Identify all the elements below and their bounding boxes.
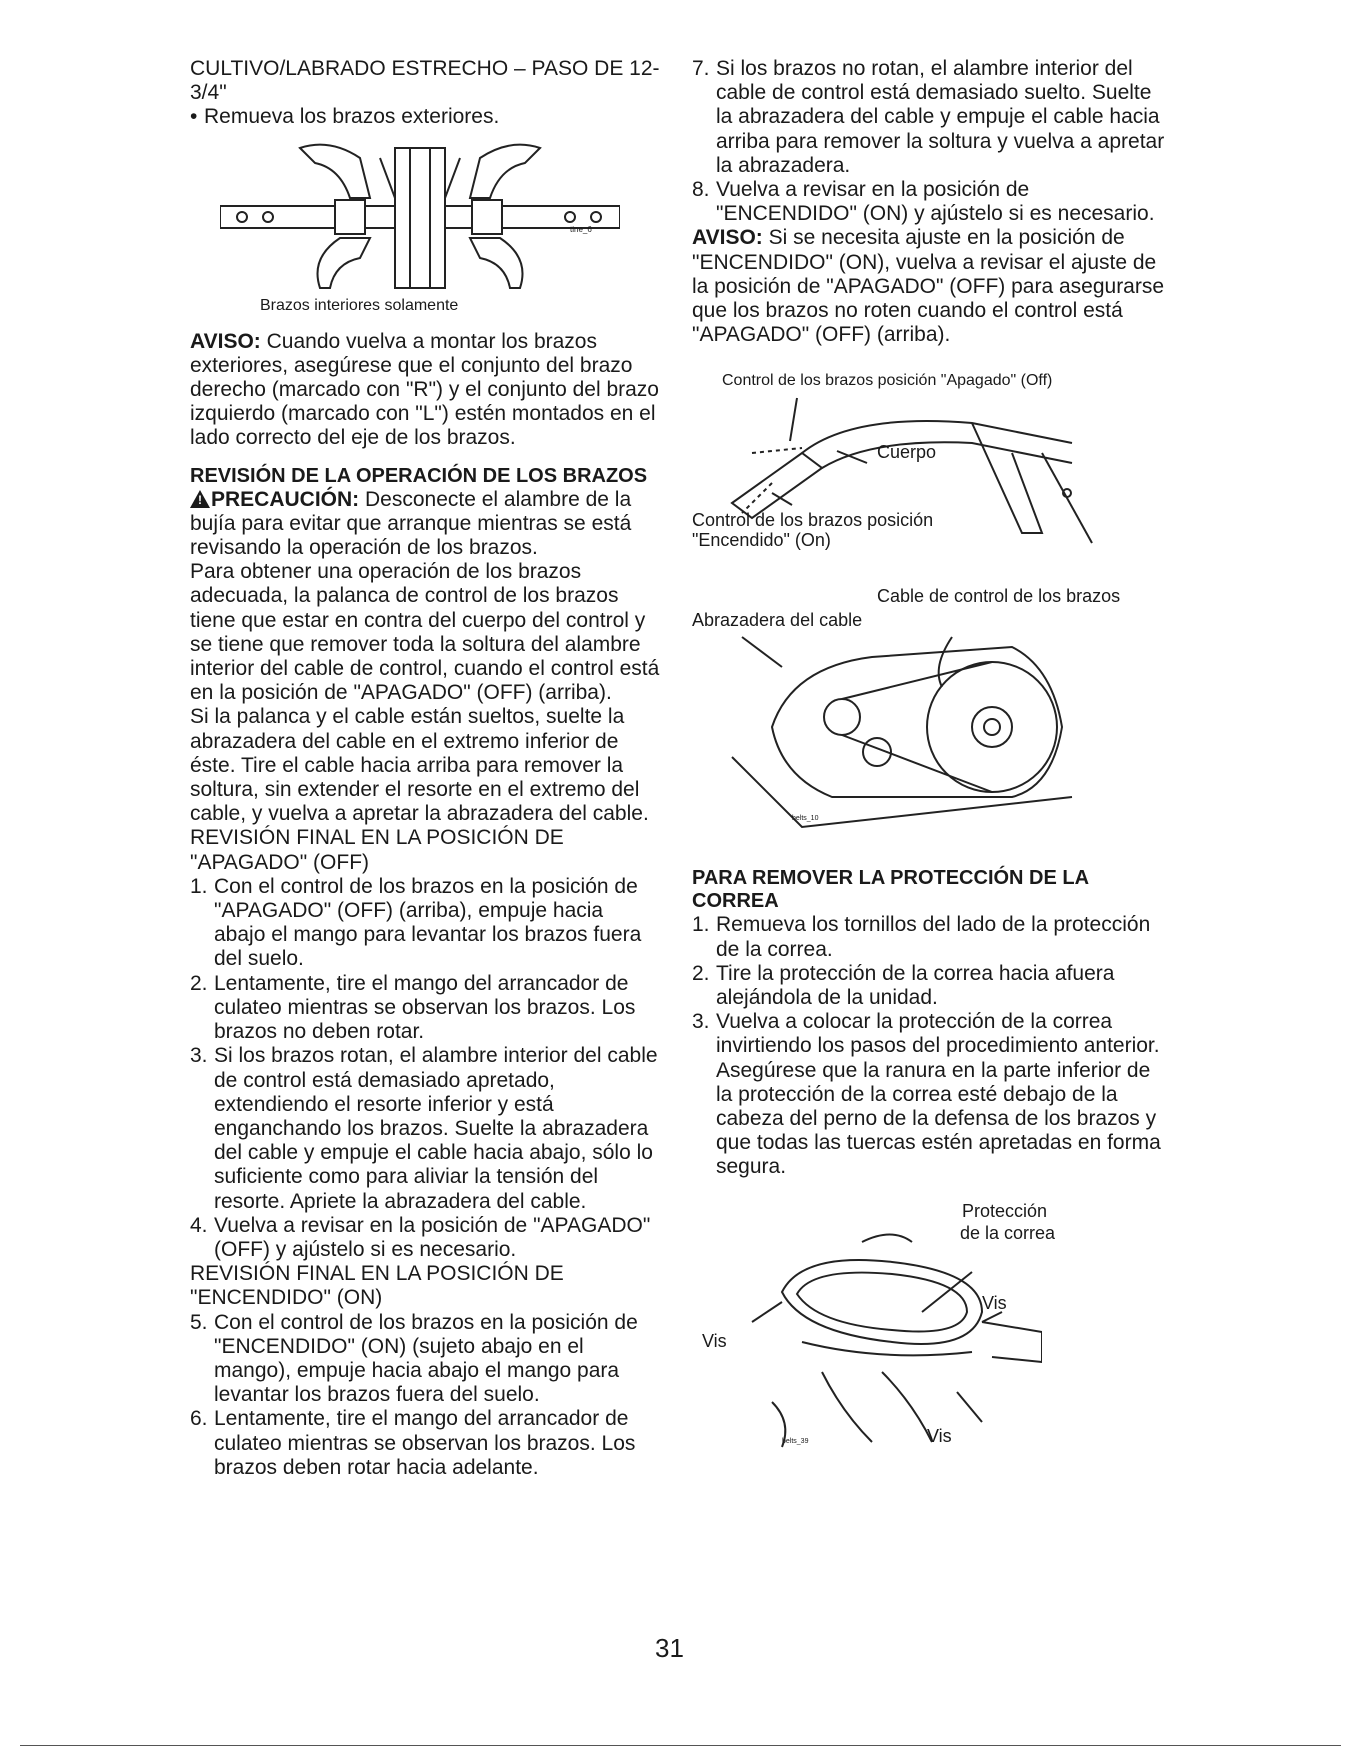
step-item [190, 875, 660, 972]
lever-on-label-line1: Control de los brazos posición [692, 510, 934, 531]
belt-guard-heading: PARA REMOVER LA PROTECCIÓN DE LA CORREA [692, 867, 1089, 913]
step-number: 2. [190, 971, 208, 995]
cable-clamp-figure [692, 587, 1167, 837]
guard-label-line1: Protección [962, 1200, 1048, 1221]
aviso-label: AVISO: [190, 329, 261, 353]
precaucion-label: PRECAUCIÓN: [211, 487, 360, 511]
step-number: 1. [190, 874, 208, 898]
belt-guard-figure [692, 1200, 1167, 1446]
bullet-dot: • [190, 105, 198, 129]
left-column [190, 57, 660, 1480]
step-text: Vuelva a colocar la protección de la correa invirtiendo los pasos del procedimiento anterior. Asegúrese que la ranura en la parte inferior de la protección de la correa esté debajo de la cabeza del perno de la defensa de los brazos y que todas las tuercas estén apretadas en forma segura. [716, 1010, 1161, 1179]
step-text: Lentamente, tire el mango del arrancador de culateo mientras se observan los brazos. Los brazos no deben rotar. [214, 971, 636, 1044]
control-lever-figure [692, 371, 1167, 571]
revision-heading: REVISIÓN DE LA OPERACIÓN DE LOS BRAZOS [190, 464, 648, 487]
tines-figure-code: tine_6 [570, 224, 592, 234]
aviso-text: Si se necesita ajuste en la posición de "ENCENDIDO" (ON), vuelva a revisar el ajuste de la posición de "APAGADO" (OFF) para asegurarse que los brazos no roten cuando el control está "APAGADO" (OFF) (arriba). [692, 226, 1165, 347]
paragraph-proper-operation: Para obtener una operación de los brazos adecuada, la palanca de control de los brazos tiene que estar en contra del cuerpo del control y se tiene que remover toda la soltura del alambre interior del cable de control, cuando el control está en la posición de "APAGADO" (OFF) (arriba). [190, 560, 660, 705]
aviso-reassemble [190, 330, 660, 451]
bullet-text: Remueva los brazos exteriores. [204, 105, 500, 129]
precaucion-paragraph [190, 488, 660, 561]
page-number: 31 [655, 1633, 684, 1663]
lever-on-label-line2: "Encendido" (On) [692, 530, 831, 551]
step-number: 4. [190, 1213, 208, 1237]
cable-label: Cable de control de los brazos [877, 586, 1121, 607]
step-item [190, 972, 660, 1045]
step-item [190, 1407, 660, 1480]
step-number: 1. [692, 913, 710, 937]
step-text: Vuelva a revisar en la posición de "ENCENDIDO" (ON) y ajústelo si es necesario. [716, 178, 1155, 226]
paragraph-loose-cable: Si la palanca y el cable están sueltos, suelte la abrazadera del cable en el extremo inferior de éste. Tire el cable hacia arriba para remover la soltura, sin extender el resorte en el extremo del cable, y vuelva a apretar la abrazadera del cable. [190, 705, 649, 826]
clamp-label: Abrazadera del cable [692, 610, 863, 631]
step-item [692, 1010, 1167, 1179]
step-text: Tire la protección de la correa hacia afuera alejándola de la unidad. [716, 961, 1115, 1010]
step-item [692, 178, 1167, 226]
narrow-tilling-title: CULTIVO/LABRADO ESTRECHO – PASO DE 12-3/4" [190, 57, 660, 105]
lever-off-label: Control de los brazos posición "Apagado" (Off) [722, 372, 1053, 390]
belt-guard-steps [692, 913, 1167, 1179]
screw-label-bottom: Vis [927, 1425, 952, 1446]
steps-off-list [190, 875, 660, 1262]
guard-figure-code: belts_39 [782, 1437, 809, 1445]
step-number: 3. [692, 1010, 710, 1034]
step-number: 5. [190, 1310, 208, 1334]
step-number: 2. [692, 961, 710, 985]
final-off-title: REVISIÓN FINAL EN LA POSICIÓN DE "APAGADO" (OFF) [190, 826, 564, 874]
tines-illustration [220, 138, 620, 298]
step-number: 6. [190, 1407, 208, 1431]
step-text: Si los brazos no rotan, el alambre interior del cable de control está demasiado suelto. Suelte la abrazadera del cable y empuje el cable hacia arriba para remover la soltura y vuelva a apretar la abrazadera. [716, 57, 1165, 177]
steps-on-list [190, 1311, 660, 1480]
step-text: Lentamente, tire el mango del arrancador de culateo mientras se observan los brazos. Los brazos deben rotar hacia adelante. [214, 1407, 636, 1479]
aviso-text: Cuando vuelva a montar los brazos exteriores, asegúrese que el conjunto del brazo derecho (marcado con "R") y el conjunto del brazo izquierdo (marcado con "L") estén montados en el lado correcto del eje de los brazos. [190, 329, 659, 450]
step-text: Si los brazos rotan, el alambre interior del cable de control está demasiado apretado, extendiendo el resorte inferior y está enganchando los brazos. Suelte la abrazadera del cable y empuje el cable hacia abajo, sólo lo suficiente como para aliviar la tensión del resorte. Apriete la abrazadera del cable. [214, 1044, 658, 1213]
step-item [190, 1044, 660, 1213]
right-column [692, 57, 1167, 1446]
cable-figure-code: belts_10 [792, 815, 819, 823]
lever-body-label: Cuerpo [877, 442, 937, 463]
footer-rule [20, 1745, 1341, 1746]
tines-figure-caption: Brazos interiores solamente [260, 296, 459, 314]
step-item [692, 913, 1167, 961]
step-item [190, 1214, 660, 1262]
step-text: Con el control de los brazos en la posición de "APAGADO" (OFF) (arriba), empuje hacia abajo el mango para levantar los brazos fuera del suelo. [214, 874, 642, 971]
step-item [692, 962, 1167, 1010]
step-number: 7. [692, 57, 710, 80]
cable-clamp-illustration [712, 627, 1092, 837]
final-on-title: REVISIÓN FINAL EN LA POSICIÓN DE "ENCENDIDO" (ON) [190, 1262, 564, 1310]
step-text: Remueva los tornillos del lado de la protección de la correa. [716, 913, 1151, 961]
precaucion-text: Desconecte el alambre de la bujía para evitar que arranque mientras se está revisando la operación de los brazos. [190, 487, 632, 560]
warning-triangle-icon [190, 490, 210, 508]
step-text: Con el control de los brazos en la posición de "ENCENDIDO" (ON) (sujeto abajo en el mango), empuje hacia abajo el mango para levantar los brazos fuera del suelo. [214, 1310, 638, 1407]
guard-label-line2: de la correa [960, 1222, 1056, 1243]
tines-figure [190, 138, 660, 318]
belt-guard-illustration [742, 1232, 1042, 1452]
step-number: 3. [190, 1044, 208, 1068]
aviso-adjust [692, 226, 1167, 347]
screw-label-left: Vis [702, 1330, 727, 1351]
step-item [190, 1311, 660, 1408]
step-item [692, 57, 1167, 178]
aviso-label: AVISO: [692, 226, 763, 250]
step-text: Vuelva a revisar en la posición de "APAGADO" (OFF) y ajústelo si es necesario. [214, 1213, 651, 1261]
step-number: 8. [692, 178, 710, 202]
screw-label-right: Vis [982, 1292, 1007, 1313]
narrow-tilling-bullet [190, 105, 660, 129]
